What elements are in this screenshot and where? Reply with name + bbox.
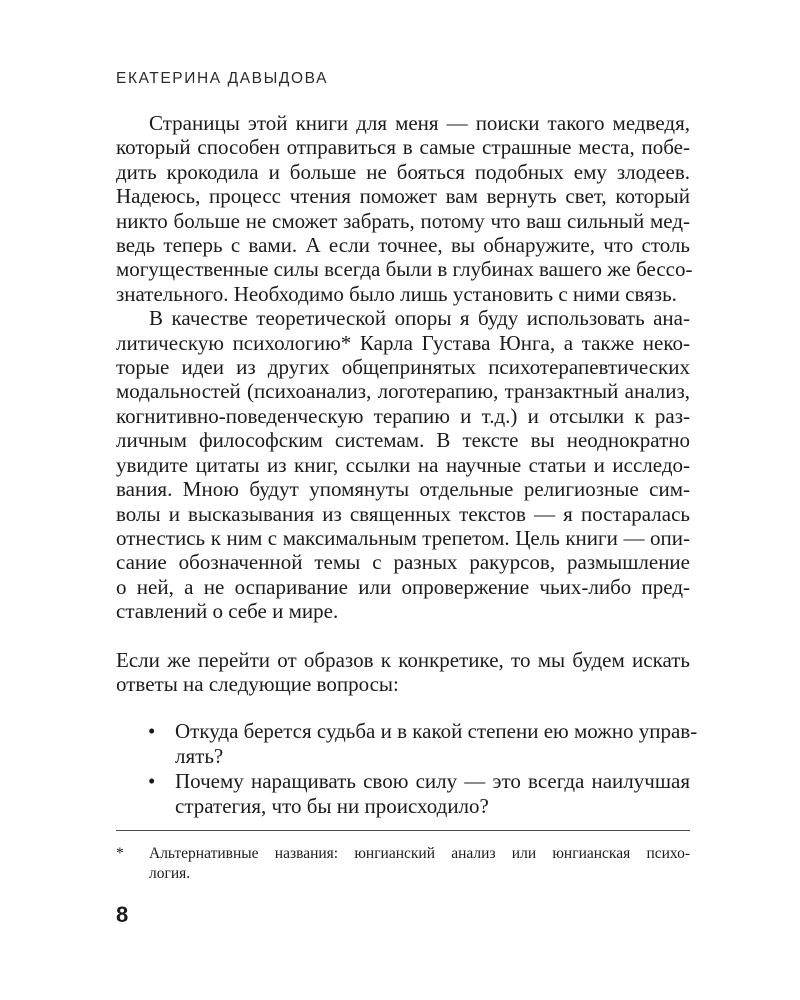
text-line: лять? [175, 743, 224, 768]
text-line: Откуда берется судьба и в какой степени ею можно управ- [175, 719, 698, 744]
text-line: сание обозначенной темы с разных ракурсов, размышление [116, 550, 690, 575]
text-line: волы и высказывания из священных текстов — я постаралась [116, 501, 690, 526]
text-line: Надеюсь, процесс чтения поможет вам вернуть свет, который [116, 184, 690, 209]
paragraph-1 [116, 111, 693, 306]
paragraph-spacer [116, 624, 690, 648]
text-line: Страницы этой книги для меня — поиски такого медведя, [149, 111, 690, 135]
text-line: ведь теперь с вами. А если точнее, вы обнаружите, что столь [116, 233, 690, 258]
text-line: отнестись к ним с максимальным трепетом. Цель книги — опи- [116, 525, 690, 550]
text-line: дить крокодила и больше не бояться подобных ему злодеев. [116, 159, 690, 184]
question-list [116, 719, 698, 818]
text-line: когнитивно-поведенческую терапию и т.д.) и отсылки к раз- [116, 403, 690, 428]
text-line: о ней, а не оспаривание или опровержение чьих-либо пред- [116, 574, 690, 599]
list-item [116, 719, 698, 768]
text-line: Если же перейти от образов к конкретике, то мы будем искать [116, 647, 690, 672]
text-line: могущественные силы всегда были в глубинах вашего же бессо- [116, 257, 693, 282]
footnote-marker: * [116, 845, 124, 862]
text-line: Почему наращивать свою силу — это всегда наилучшая [175, 769, 690, 794]
footnote-text [116, 844, 690, 884]
bullet-icon: • [148, 719, 156, 744]
text-line: вания. Мною будут упомянуты отдельные религиозные сим- [116, 477, 690, 502]
text-line: литическую психологию* Карла Густава Юнга, а также неко- [116, 330, 690, 355]
footnote-divider [116, 830, 690, 831]
text-line: В качестве теоретической опоры я буду использовать ана- [149, 306, 690, 331]
paragraph-3 [116, 648, 690, 697]
text-line: модальностей (психоанализ, логотерапию, транзактный анализ, [116, 379, 690, 404]
text-line: Альтернативные названия: юнгианский анализ или юнгианская психо- [149, 845, 690, 862]
text-line: знательного. Необходимо было лишь установить с ними связь. [116, 281, 677, 306]
running-head: ЕКАТЕРИНА ДАВЫДОВА [116, 70, 329, 87]
text-line: который способен отправиться в самые страшные места, побе- [116, 135, 690, 160]
text-line: личным философским системам. В тексте вы неоднократно [116, 428, 690, 453]
text-line: ответы на следующие вопросы: [116, 671, 399, 696]
page-number: 8 [116, 902, 129, 927]
text-line: торые идеи из других общепринятых психотерапевтических [116, 355, 690, 380]
text-line: увидите цитаты из книг, ссылки на научные статьи и исследо- [116, 452, 690, 477]
paragraph-2 [116, 306, 690, 623]
bullet-icon: • [148, 769, 156, 794]
text-line: логия. [149, 865, 191, 882]
text-line: никто больше не сможет забрать, потому что ваш сильный мед- [116, 208, 690, 233]
list-item [116, 769, 690, 818]
footnote [116, 844, 690, 884]
text-line: стратегия, что бы ни происходило? [175, 793, 489, 818]
body-text [116, 111, 698, 819]
text-line: ставлений о себе и мире. [116, 599, 339, 624]
